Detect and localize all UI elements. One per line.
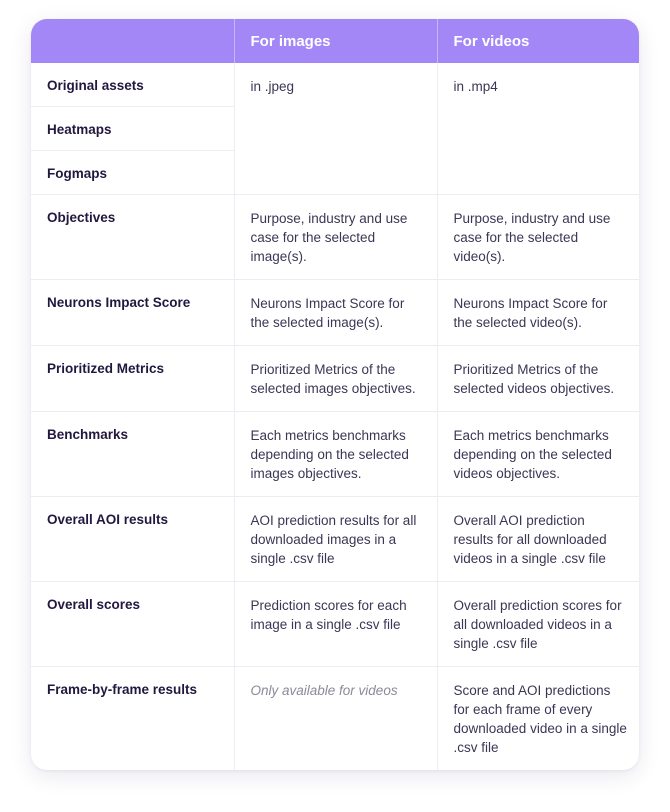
- table-row: [31, 346, 639, 412]
- videos-cell-text: Overall prediction scores for all downloaded videos in a single .csv file: [453, 598, 622, 651]
- row-label: [31, 280, 234, 346]
- table-row: [31, 63, 639, 107]
- unavailable-note: Only available for videos: [250, 683, 398, 698]
- images-cell-text: Neurons Impact Score for the selected image(s).: [250, 296, 405, 330]
- images-cell: [234, 412, 437, 497]
- row-label-text: Benchmarks: [47, 427, 129, 442]
- images-cell-text: in .jpeg: [250, 79, 295, 94]
- row-label-text: Overall scores: [47, 597, 141, 612]
- videos-cell-text: Each metrics benchmarks depending on the selected videos objectives.: [453, 428, 612, 481]
- row-label-text: Original assets: [47, 78, 144, 93]
- images-cell: [234, 280, 437, 346]
- videos-cell: [437, 667, 639, 771]
- videos-cell-text: Overall AOI prediction results for all downloaded videos in a single .csv file: [453, 513, 607, 566]
- row-label-text: Fogmaps: [47, 166, 108, 181]
- header-for-videos: For videos: [437, 19, 639, 63]
- table-row: [31, 667, 639, 771]
- table-row: [31, 280, 639, 346]
- table-header-row: [31, 19, 639, 63]
- images-cell: [234, 497, 437, 582]
- row-label-text: Neurons Impact Score: [47, 295, 191, 310]
- export-contents-table-card: [31, 19, 639, 770]
- row-label: [31, 582, 234, 667]
- row-label: [31, 151, 234, 195]
- images-cell: [234, 667, 437, 771]
- row-label-text: Frame-by-frame results: [47, 682, 198, 697]
- row-label-text: Heatmaps: [47, 122, 112, 137]
- images-cell-text: Purpose, industry and use case for the selected image(s).: [250, 211, 408, 264]
- images-cell: [234, 195, 437, 280]
- images-cell: [234, 63, 437, 195]
- header-empty-cell: [31, 19, 234, 63]
- table-row: [31, 582, 639, 667]
- videos-cell-text: Score and AOI predictions for each frame of every downloaded video in a single .csv file: [453, 683, 627, 755]
- table-row: [31, 412, 639, 497]
- row-label: [31, 497, 234, 582]
- table-row: [31, 497, 639, 582]
- videos-cell: [437, 582, 639, 667]
- videos-cell-text: Purpose, industry and use case for the selected video(s).: [453, 211, 611, 264]
- row-label-text: Overall AOI results: [47, 512, 169, 527]
- row-label: [31, 412, 234, 497]
- videos-cell: [437, 280, 639, 346]
- videos-cell: [437, 346, 639, 412]
- videos-cell: [437, 63, 639, 195]
- videos-cell: [437, 497, 639, 582]
- table-row: [31, 195, 639, 280]
- images-cell: [234, 346, 437, 412]
- videos-cell: [437, 412, 639, 497]
- row-label-text: Objectives: [47, 210, 116, 225]
- row-label-text: Prioritized Metrics: [47, 361, 165, 376]
- videos-cell-text: Neurons Impact Score for the selected video(s).: [453, 296, 608, 330]
- videos-cell-text: in .mp4: [453, 79, 498, 94]
- images-cell: [234, 582, 437, 667]
- images-cell-text: Each metrics benchmarks depending on the selected images objectives.: [250, 428, 409, 481]
- videos-cell: [437, 195, 639, 280]
- row-label: [31, 667, 234, 771]
- row-label: [31, 63, 234, 107]
- row-label: [31, 195, 234, 280]
- images-cell-text: Prioritized Metrics of the selected images objectives.: [250, 362, 416, 396]
- export-contents-table: [31, 19, 639, 770]
- row-label: [31, 107, 234, 151]
- images-cell-text: AOI prediction results for all downloaded images in a single .csv file: [250, 513, 417, 566]
- videos-cell-text: Prioritized Metrics of the selected videos objectives.: [453, 362, 615, 396]
- images-cell-text: Prediction scores for each image in a single .csv file: [250, 598, 407, 632]
- header-for-images: For images: [234, 19, 437, 63]
- row-label: [31, 346, 234, 412]
